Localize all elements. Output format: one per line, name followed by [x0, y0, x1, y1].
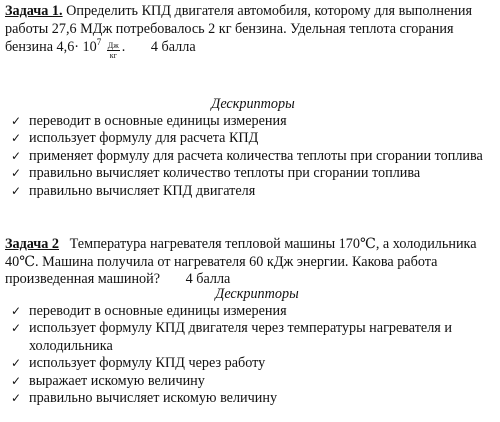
task-1-label: Задача 1. — [5, 3, 63, 19]
checkmark-icon: ✓ — [11, 321, 22, 336]
list-item: ✓ использует формулу КПД двигателя через температуры нагревателя и холодильника — [11, 320, 452, 354]
task-2-text: Температура нагревателя тепловой машины 170℃, а холодильника 40℃. Машина получила от нагревателя 60 кДж энергии. Какова работа произведенная машиной? — [5, 236, 477, 287]
list-item: ✓ использует формулу для расчета КПД — [11, 130, 259, 147]
descriptors-2-list — [11, 303, 496, 407]
task-2 — [5, 236, 495, 289]
checkmark-icon: ✓ — [11, 304, 22, 318]
checkmark-icon: ✓ — [11, 356, 22, 371]
checkmark-icon: ✓ — [11, 391, 22, 406]
list-item: ✓ применяет формулу для расчета количества теплоты при сгорании топлива — [11, 147, 483, 164]
descriptors-1-list — [11, 113, 496, 200]
descriptors-1-title: Дескрипторы — [211, 96, 295, 112]
list-item: ✓ правильно вычисляет количество теплоты при сгорании топлива — [11, 165, 421, 182]
list-item: ✓ выражает искомую величину — [11, 372, 205, 389]
task-1-period: . — [121, 38, 126, 55]
checkmark-icon: ✓ — [11, 131, 22, 146]
list-item: ✓ переводит в основные единицы измерения — [11, 113, 287, 129]
task-1-points: 4 балла — [150, 38, 196, 55]
unit-fraction — [107, 41, 120, 60]
task-2-label: Задача 2 — [5, 236, 60, 252]
descriptors-2-title: Дескрипторы — [215, 286, 299, 302]
unit-denominator: кг — [109, 51, 117, 60]
unit-numerator: Дж — [107, 41, 119, 50]
checkmark-icon: ✓ — [11, 373, 22, 388]
checkmark-icon: ✓ — [11, 166, 22, 181]
checkmark-icon: ✓ — [11, 114, 22, 128]
task-1-text: Определить КПД двигателя автомобиля, которому для выполнения работы 27,6 МДж потребовалось 2 кг бензина. Удельная теплота сгорания бензина 4,6· 10 — [5, 3, 472, 55]
checkmark-icon: ✓ — [11, 148, 22, 163]
list-item: ✓ переводит в основные единицы измерения — [11, 303, 287, 319]
list-item: ✓ правильно вычисляет КПД двигателя — [11, 182, 256, 199]
list-item: ✓ правильно вычисляет искомую величину — [11, 390, 278, 407]
task-1-exponent: 7 — [96, 36, 102, 47]
task-2-points: 4 балла — [185, 271, 231, 287]
task-1 — [5, 3, 495, 60]
list-item: ✓ использует формулу КПД через работу — [11, 355, 266, 372]
checkmark-icon: ✓ — [11, 183, 22, 198]
